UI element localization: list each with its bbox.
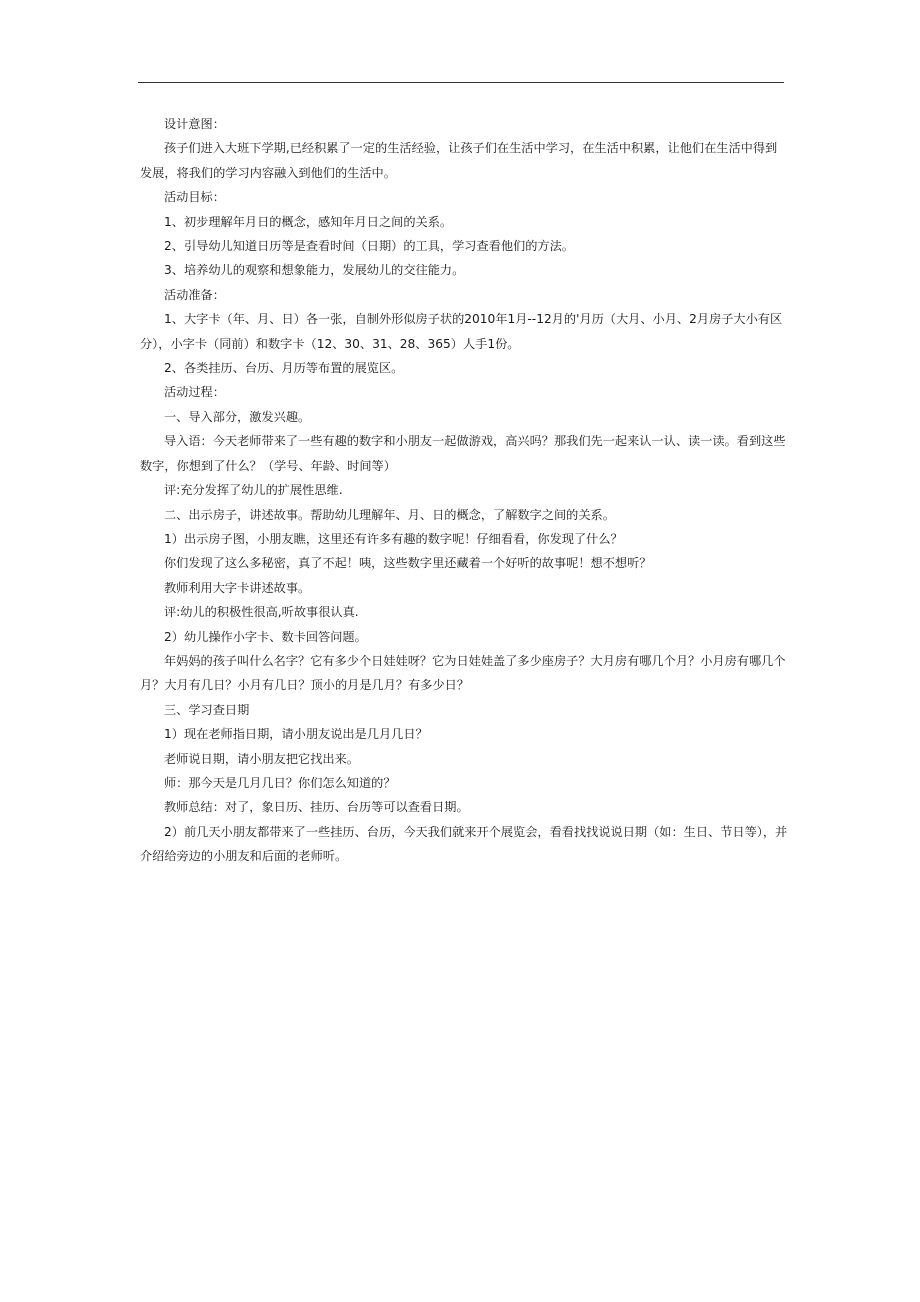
process-step-3-item-2: 2）前几天小朋友都带来了一些挂历、台历，今天我们就来开个展览会，看看找找说说日期（如：生日、节日等），并介绍给旁边的小朋友和后面的老师听。 (140, 824, 788, 864)
header-rule (138, 82, 784, 83)
process-step-3-text-1: 老师说日期，请小朋友把它找出来。 (164, 751, 359, 766)
process-step-3-text-2: 师：那今天是几月几日？你们怎么知道的？ (164, 775, 396, 790)
section-heading-process: 活动过程： (164, 385, 225, 400)
section-heading-goals: 活动目标： (164, 190, 225, 205)
process-step-2-text-1: 你们发现了这么多秘密，真了不起！咦，这些数字里还藏着一个好听的故事呢！想不想听？ (164, 556, 652, 571)
process-step-3-summary: 教师总结：对了，象日历、挂历、台历等可以查看日期。 (164, 800, 469, 815)
goal-item-3: 3、培养幼儿的观察和想象能力，发展幼儿的交往能力。 (164, 263, 465, 278)
preparation-item-1: 1、大字卡（年、月、日）各一张，自制外形似房子状的2010年1月--12月的'月历（大月、小月、2月房子大小有区分），小字卡（同前）和数字卡（12、30、31、28、365）人手1份。 (140, 312, 783, 351)
process-step-2-heading: 二、出示房子，讲述故事。帮助幼儿理解年、月、日的概念，了解数字之间的关系。 (164, 507, 615, 522)
process-intro-paragraph: 导入语：今天老师带来了一些有趣的数字和小朋友一起做游戏，高兴吗？那我们先一起来认一认、读一读。看到这些数字，你想到了什么？（学号、年龄、时间等） (140, 434, 786, 473)
comment-2: 评:幼儿的积极性很高,听故事很认真. (164, 605, 359, 620)
process-step-2-item-2: 2）幼儿操作小字卡、数卡回答问题。 (164, 629, 367, 644)
section-heading-preparation: 活动准备： (164, 287, 225, 302)
section-heading-design-intent: 设计意图： (164, 117, 225, 131)
process-step-1-heading: 一、导入部分，激发兴趣。 (164, 409, 311, 424)
paragraph-design-intent: 孩子们进入大班下学期,已经积累了一定的生活经验，让孩子们在生活中学习，在生活中积累，让他们在生活中得到发展，将我们的学习内容融入到他们的生活中。 (140, 141, 778, 180)
process-step-3-heading: 三、学习查日期 (164, 702, 250, 717)
process-step-2-questions: 年妈妈的孩子叫什么名字？它有多少个日娃娃呀？它为日娃娃盖了多少座房子？大月房有哪几个月？小月房有哪几个月？大月有几日？小月有几日？顶小的月是几月？有多少日？ (140, 653, 786, 693)
preparation-item-2: 2、各类挂历、台历、月历等布置的展览区。 (164, 361, 404, 376)
process-step-2-text-2: 教师利用大字卡讲述故事。 (164, 580, 311, 595)
process-step-2-item-1: 1）出示房子图，小朋友瞧，这里还有许多有趣的数字呢！仔细看看，你发现了什么？ (164, 531, 623, 546)
comment-1: 评:充分发挥了幼儿的扩展性思维. (164, 483, 343, 498)
goal-item-1: 1、初步理解年月日的概念，感知年月日之间的关系。 (164, 214, 453, 229)
goal-item-2: 2、引导幼儿知道日历等是查看时间（日期）的工具，学习查看他们的方法。 (164, 239, 574, 254)
process-step-3-item-1: 1）现在老师指日期，请小朋友说出是几月几日？ (164, 727, 428, 742)
document-body (140, 112, 788, 869)
